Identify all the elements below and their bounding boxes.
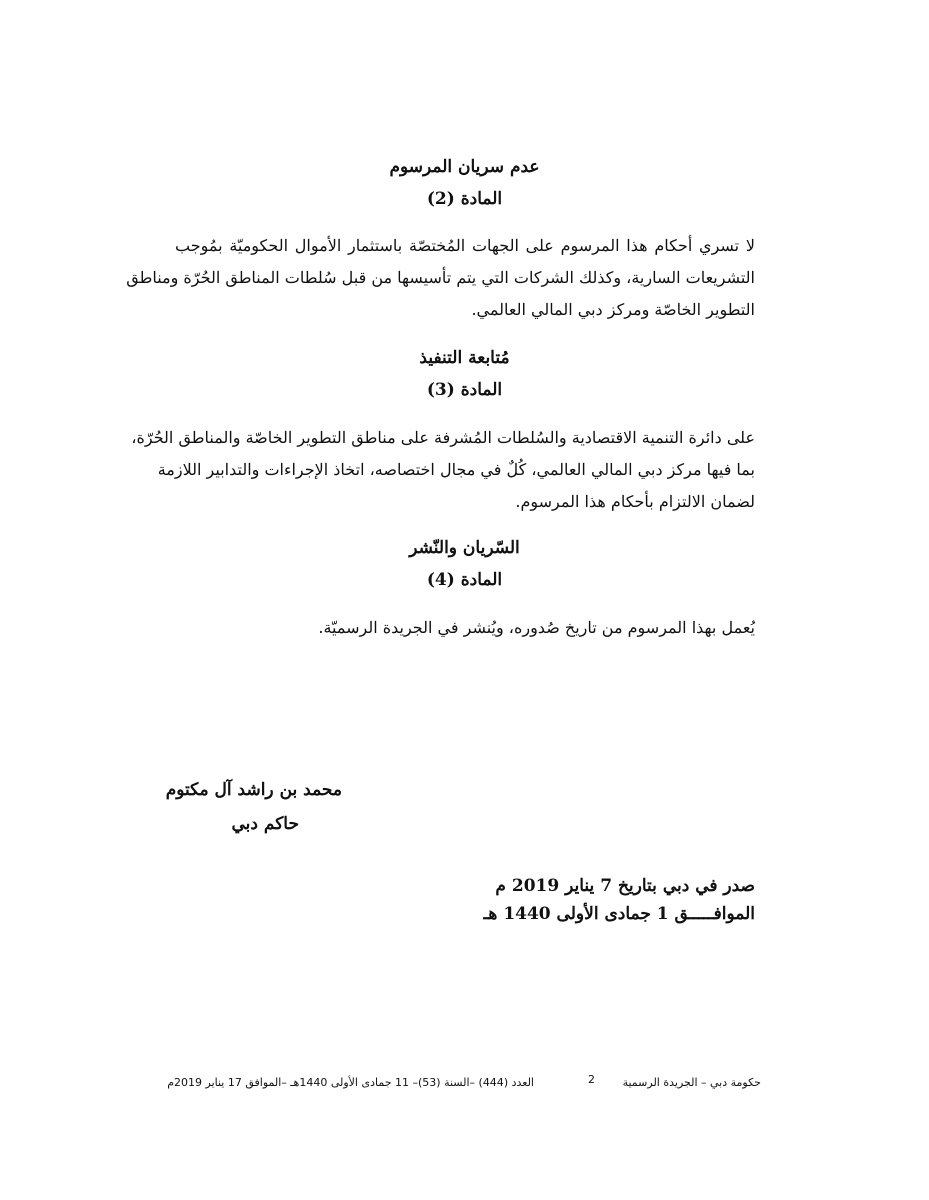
issuance-hijri: الموافـــــق 1 جمادى الأولى 1440 هـ: [483, 904, 755, 924]
article-2-body: [126, 230, 755, 326]
article-3-line-1: على دائرة التنمية الاقتصادية والسُلطات المُشرفة على مناطق التطوير الخاصّة والمناطق الحُرّة،: [131, 428, 755, 447]
footer-publisher: حكومة دبي – الجريدة الرسمية: [622, 1076, 761, 1089]
signature-title: حاكم دبي: [231, 814, 299, 834]
footer-page-number: 2: [588, 1073, 595, 1086]
article-3-number: المادة (3): [426, 380, 503, 400]
article-2-line-2: التشريعات السارية، وكذلك الشركات التي يتم تأسيسها من قبل سُلطات المناطق الحُرّة ومناطق: [126, 268, 755, 287]
article-4-line-1: يُعمل بهذا المرسوم من تاريخ صُدوره، ويُنشر في الجريدة الرسميّة.: [318, 618, 755, 637]
footer-issue-info: العدد (444) –السنة (53)– 11 جمادى الأولى 1440هـ –الموافق 17 يناير 2019م: [167, 1076, 534, 1089]
article-4-number: المادة (4): [426, 570, 503, 590]
article-3-line-3: لضمان الالتزام بأحكام هذا المرسوم.: [515, 492, 755, 511]
issuance-gregorian: صدر في دبي بتاريخ 7 يناير 2019 م: [495, 876, 755, 896]
article-3-line-2: بما فيها مركز دبي المالي العالمي، كُلٌ في مجال اختصاصه، اتخاذ الإجراءات والتدابير اللازمة: [157, 460, 755, 479]
article-3-body: [131, 422, 755, 518]
signature-name: محمد بن راشد آل مكتوم: [165, 780, 342, 800]
article-2-number: المادة (2): [426, 189, 503, 209]
article-4-body: [175, 612, 755, 644]
article-2-line-1: لا تسري أحكام هذا المرسوم على الجهات المُختصّة باستثمار الأموال الحكوميّة بمُوجب: [175, 236, 755, 255]
article-2-line-3: التطوير الخاصّة ومركز دبي المالي العالمي.: [471, 300, 755, 319]
article-2-title: عدم سريان المرسوم: [389, 157, 540, 177]
article-4-title: السّريان والنّشر: [409, 538, 520, 558]
article-3-title: مُتابعة التنفيذ: [419, 348, 510, 368]
